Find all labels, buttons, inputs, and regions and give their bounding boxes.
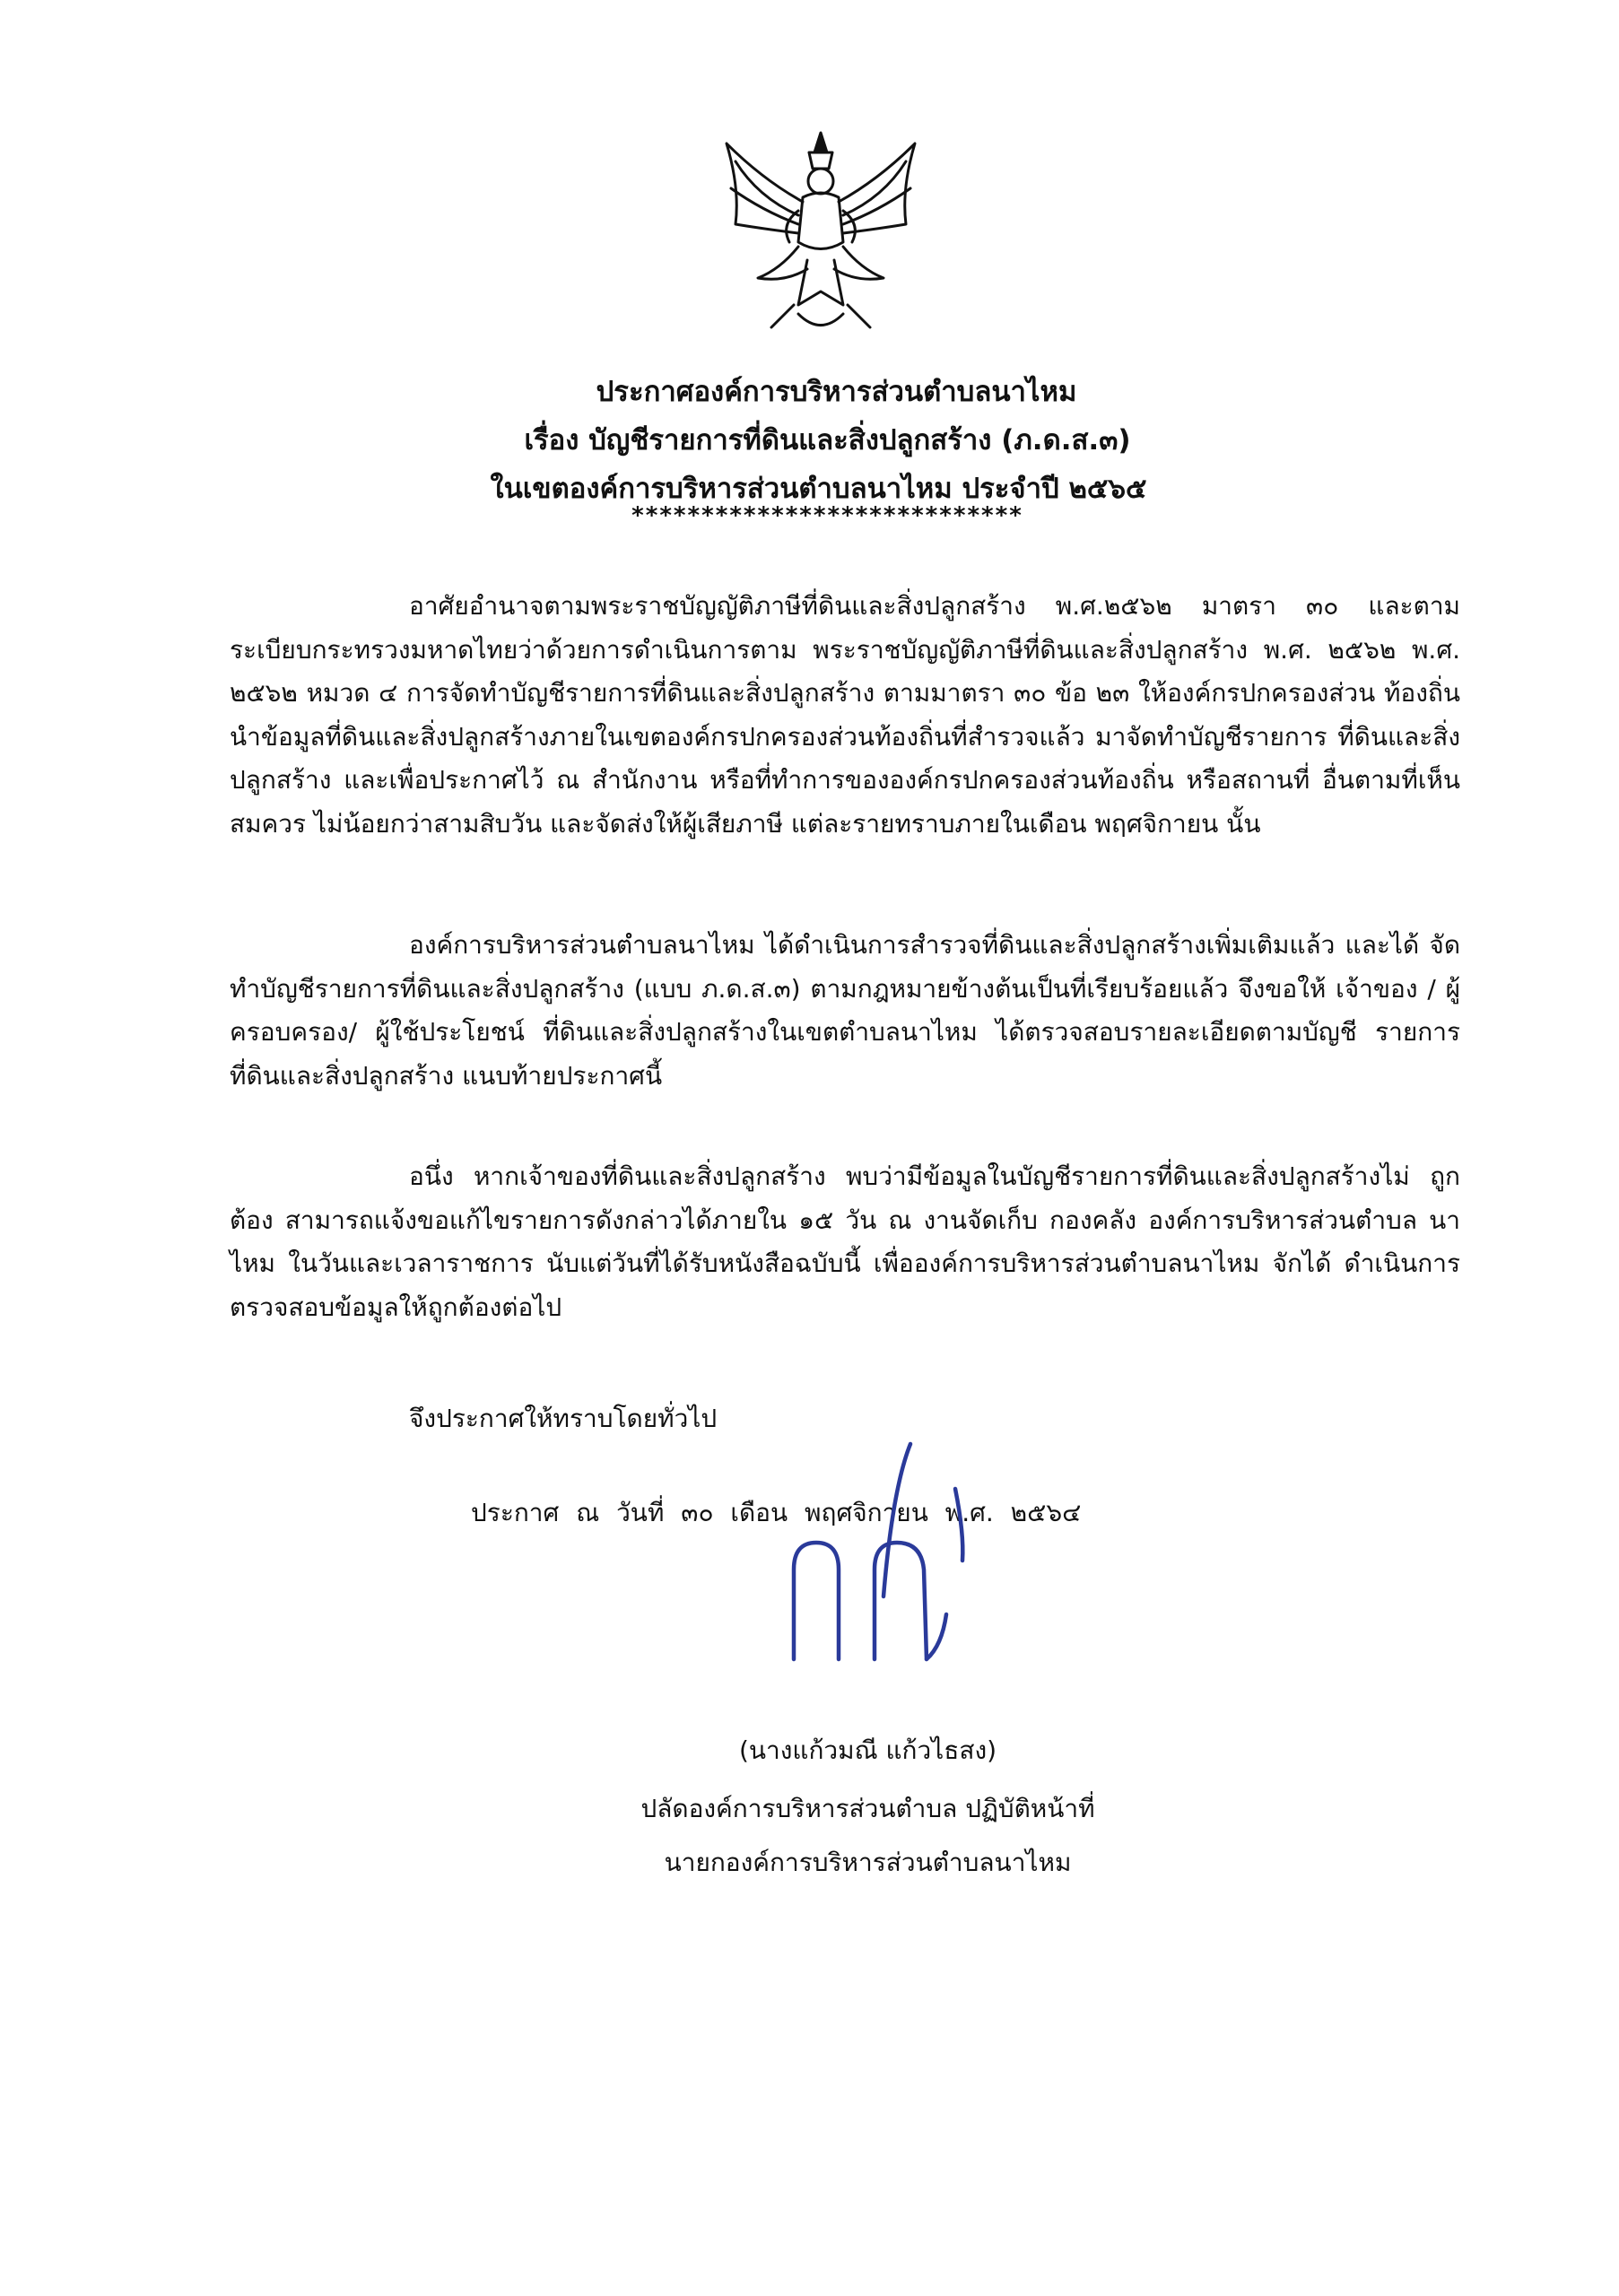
signatory-position-2: นายกองค์การบริหารส่วนตำบลนาไหม (664, 1848, 1072, 1877)
body-paragraph-3: อนึ่ง หากเจ้าของที่ดินและสิ่งปลูกสร้าง พบว่ามีข้อมูลในบัญชีรายการที่ดินและสิ่งปลูกสร้างไม่ ถูกต้อง สามารถแจ้งขอแก้ไขรายการดังกล่าวได้ภายใน ๑๕ วัน ณ งานจัดเก็บ กองคลัง องค์การบริหารส่วนตำบล นาไหม ในวันและเวลาราชการ นับแต่วันที่ได้รับหนังสือฉบับนี้ เพื่อองค์การบริหารส่วนตำบลนาไหม จักได้ ดำเนินการตรวจสอบข้อมูลให้ถูกต้องต่อไป (230, 1161, 1460, 1322)
title-line-1: ประกาศองค์การบริหารส่วนตำบลนาไหม (596, 376, 1077, 408)
announcement-title (0, 368, 1619, 513)
garuda-emblem-icon (709, 126, 933, 341)
signatory-name: (นางแก้วมณี แก้วไธสง) (738, 1735, 997, 1765)
body-paragraph-2: องค์การบริหารส่วนตำบลนาไหม ได้ดำเนินการสำรวจที่ดินและสิ่งปลูกสร้างเพิ่มเติมแล้ว และได้ จัดทำบัญชีรายการที่ดินและสิ่งปลูกสร้าง (แบบ ภ.ด.ส.๓) ตามกฎหมายข้างต้นเป็นที่เรียบร้อยแล้ว จึงขอให้ เจ้าของ / ผู้ครอบครอง/ ผู้ใช้ประโยชน์ ที่ดินและสิ่งปลูกสร้างในเขตตำบลนาไหม ได้ตรวจสอบรายละเอียดตามบัญชี รายการที่ดินและสิ่งปลูกสร้าง แนบท้ายประกาศนี้ (230, 930, 1460, 1091)
announcement-date: ประกาศ ณ วันที่ ๓๐ เดือน พฤศจิกายน พ.ศ. ๒๕๖๔ (471, 1498, 1082, 1527)
closing-statement: จึงประกาศให้ทราบโดยทั่วไป (409, 1404, 718, 1433)
title-divider: **************************** (631, 502, 1023, 529)
body-paragraph-1: อาศัยอำนาจตามพระราชบัญญัติภาษีที่ดินและสิ่งปลูกสร้าง พ.ศ.๒๕๖๒ มาตรา ๓๐ และตาม ระเบียบกระทรวงมหาดไทยว่าด้วยการดำเนินการตาม พระราชบัญญัติภาษีที่ดินและสิ่งปลูกสร้าง พ.ศ. ๒๕๖๒ พ.ศ. ๒๕๖๒ หมวด ๔ การจัดทำบัญชีรายการที่ดินและสิ่งปลูกสร้าง ตามมาตรา ๓๐ ข้อ ๒๓ ให้องค์กรปกครองส่วน ท้องถิ่น นำข้อมูลที่ดินและสิ่งปลูกสร้างภายในเขตองค์กรปกครองส่วนท้องถิ่นที่สำรวจแล้ว มาจัดทำบัญชีรายการ ที่ดินและสิ่งปลูกสร้าง และเพื่อประกาศไว้ ณ สำนักงาน หรือที่ทำการขององค์กรปกครองส่วนท้องถิ่น หรือสถานที่ อื่นตามที่เห็นสมควร ไม่น้อยกว่าสามสิบวัน และจัดส่งให้ผู้เสียภาษี แต่ละรายทราบภายในเดือน พฤศจิกายน นั้น (230, 591, 1460, 839)
signature-icon (776, 1435, 1036, 1731)
title-line-2: เรื่อง บัญชีรายการที่ดินและสิ่งปลูกสร้าง (ภ.ด.ส.๓) (524, 424, 1131, 457)
signatory-position-1: ปลัดองค์การบริหารส่วนตำบล ปฏิบัติหน้าที่ (640, 1794, 1095, 1823)
title-line-3: ในเขตองค์การบริหารส่วนตำบลนาไหม ประจำปี ๒๕๖๕ (490, 473, 1147, 505)
